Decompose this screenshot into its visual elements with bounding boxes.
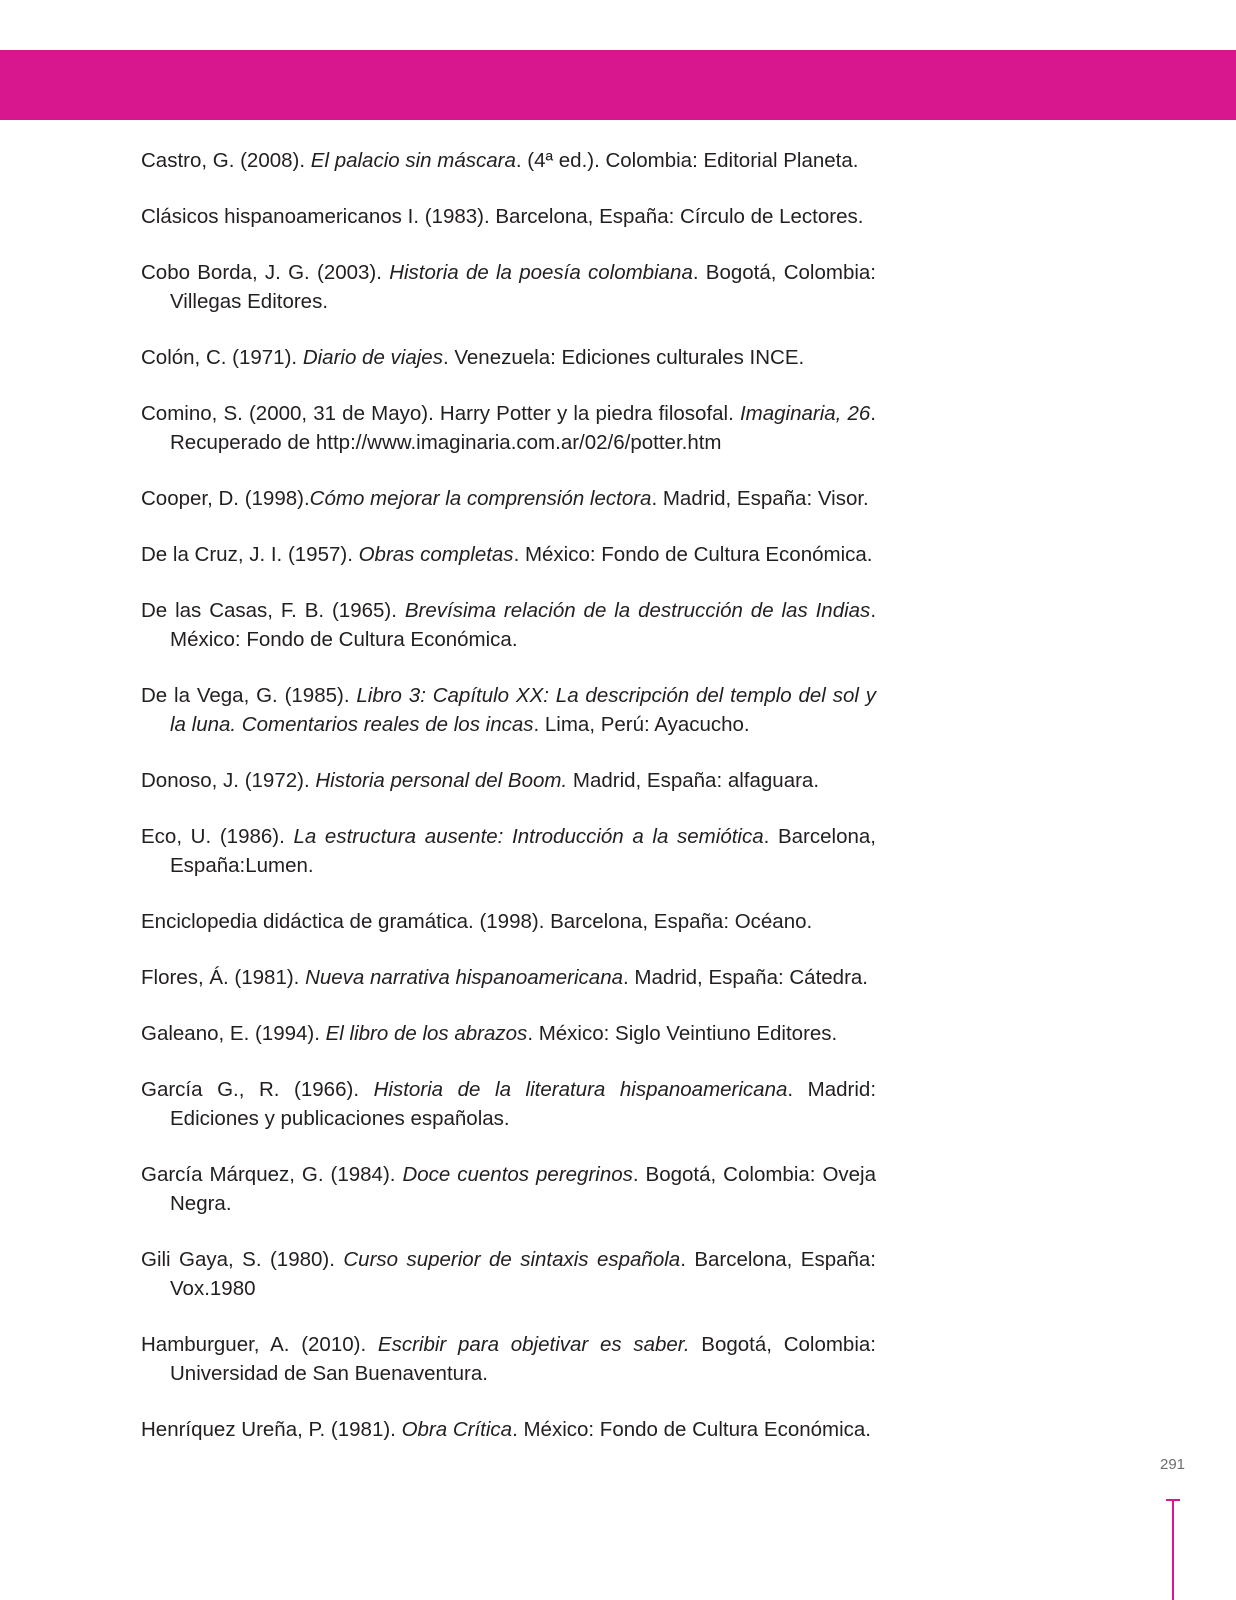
reference-text: . Barcelona, España: Vox.1980 <box>170 1248 876 1300</box>
reference-entry <box>141 681 876 739</box>
reference-text: Donoso, J. (1972). <box>141 769 316 792</box>
reference-title: Historia de la poesía colombiana <box>389 261 693 284</box>
reference-text: Cooper, D. (1998). <box>141 487 310 510</box>
reference-text: Enciclopedia didáctica de gramática. (1998). Barcelona, España: Océano. <box>141 910 813 933</box>
reference-title: Nueva narrativa hispanoamericana <box>305 966 623 989</box>
reference-entry <box>141 146 876 175</box>
reference-entry <box>141 822 876 880</box>
reference-title: Curso superior de sintaxis española <box>343 1248 681 1271</box>
reference-text: Cobo Borda, J. G. (2003). <box>141 261 390 284</box>
reference-title: Obra Crítica <box>401 1418 513 1441</box>
reference-title: Brevísima relación de la destrucción de las Indias <box>404 599 871 622</box>
reference-text: Colón, C. (1971). <box>141 346 303 369</box>
reference-entry <box>141 1415 876 1444</box>
reference-title: Libro 3: Capítulo XX: La descripción del templo del sol y la luna. Comentarios reales de los incas <box>170 684 876 736</box>
reference-title: Doce cuentos peregrinos <box>402 1163 633 1186</box>
reference-entry <box>141 540 876 569</box>
reference-title: Escribir para objetivar es saber. <box>377 1333 690 1356</box>
reference-text: Henríquez Ureña, P. (1981). <box>141 1418 402 1441</box>
reference-entry <box>141 484 876 513</box>
reference-title: Historia personal del Boom. <box>315 769 568 792</box>
reference-text: Hamburguer, A. (2010). <box>141 1333 378 1356</box>
reference-text: De las Casas, F. B. (1965). <box>141 599 405 622</box>
reference-text: García G., R. (1966). <box>141 1078 374 1101</box>
reference-text: Gili Gaya, S. (1980). <box>141 1248 344 1271</box>
reference-text: Comino, S. (2000, 31 de Mayo). Harry Potter y la piedra filosofal. <box>141 402 740 425</box>
reference-text: Madrid, España: alfaguara. <box>567 769 820 792</box>
reference-title: El palacio sin máscara <box>310 149 516 172</box>
reference-list <box>141 146 876 1471</box>
reference-title: Historia de la literatura hispanoamericana <box>373 1078 788 1101</box>
reference-text: . Barcelona, España:Lumen. <box>170 825 876 877</box>
reference-text: . Lima, Perú: Ayacucho. <box>533 713 750 736</box>
reference-title: El libro de los abrazos <box>325 1022 528 1045</box>
reference-entry <box>141 399 876 457</box>
reference-text: . Madrid, España: Cátedra. <box>623 966 868 989</box>
reference-entry <box>141 202 876 231</box>
reference-text: Clásicos hispanoamericanos I. (1983). Barcelona, España: Círculo de Lectores. <box>141 205 864 228</box>
reference-text: . Venezuela: Ediciones culturales INCE. <box>442 346 805 369</box>
reference-text: De la Cruz, J. I. (1957). <box>141 543 359 566</box>
reference-text: . México: Siglo Veintiuno Editores. <box>527 1022 838 1045</box>
reference-text: Eco, U. (1986). <box>141 825 294 848</box>
reference-title: Imaginaria, 26 <box>739 402 871 425</box>
header-bar <box>0 50 1236 120</box>
reference-text: . Bogotá, Colombia: Villegas Editores. <box>170 261 876 313</box>
reference-entry <box>141 907 876 936</box>
reference-title: Cómo mejorar la comprensión lectora <box>309 487 652 510</box>
reference-entry <box>141 1075 876 1133</box>
reference-title: La estructura ausente: Introducción a la semiótica <box>293 825 764 848</box>
reference-text: . (4ª ed.). Colombia: Editorial Planeta. <box>515 149 859 172</box>
reference-entry <box>141 1330 876 1388</box>
reference-text: . Bogotá, Colombia: Oveja Negra. <box>170 1163 876 1215</box>
reference-title: Diario de viajes <box>302 346 443 369</box>
reference-text: . Madrid: Ediciones y publicaciones españolas. <box>170 1078 877 1130</box>
reference-text: . Madrid, España: Visor. <box>651 487 869 510</box>
footer-rule <box>1172 1499 1174 1600</box>
reference-title: Obras completas <box>358 543 514 566</box>
reference-text: . México: Fondo de Cultura Económica. <box>513 543 873 566</box>
reference-entry <box>141 596 876 654</box>
reference-text: Castro, G. (2008). <box>141 149 311 172</box>
reference-text: García Márquez, G. (1984). <box>141 1163 403 1186</box>
reference-text: De la Vega, G. (1985). <box>141 684 357 707</box>
reference-entry <box>141 766 876 795</box>
reference-text: . México: Fondo de Cultura Económica. <box>512 1418 871 1441</box>
reference-text: . Recuperado de http://www.imaginaria.com.ar/02/6/potter.htm <box>170 402 876 454</box>
reference-entry <box>141 343 876 372</box>
reference-entry <box>141 1245 876 1303</box>
reference-entry <box>141 963 876 992</box>
reference-entry <box>141 258 876 316</box>
reference-text: Galeano, E. (1994). <box>141 1022 326 1045</box>
page-number: 291 <box>1160 1456 1186 1473</box>
reference-entry <box>141 1019 876 1048</box>
reference-text: Flores, Á. (1981). <box>141 966 306 989</box>
reference-text: . México: Fondo de Cultura Económica. <box>170 599 877 651</box>
reference-text: Bogotá, Colombia: Universidad de San Buenaventura. <box>170 1333 876 1385</box>
reference-entry <box>141 1160 876 1218</box>
